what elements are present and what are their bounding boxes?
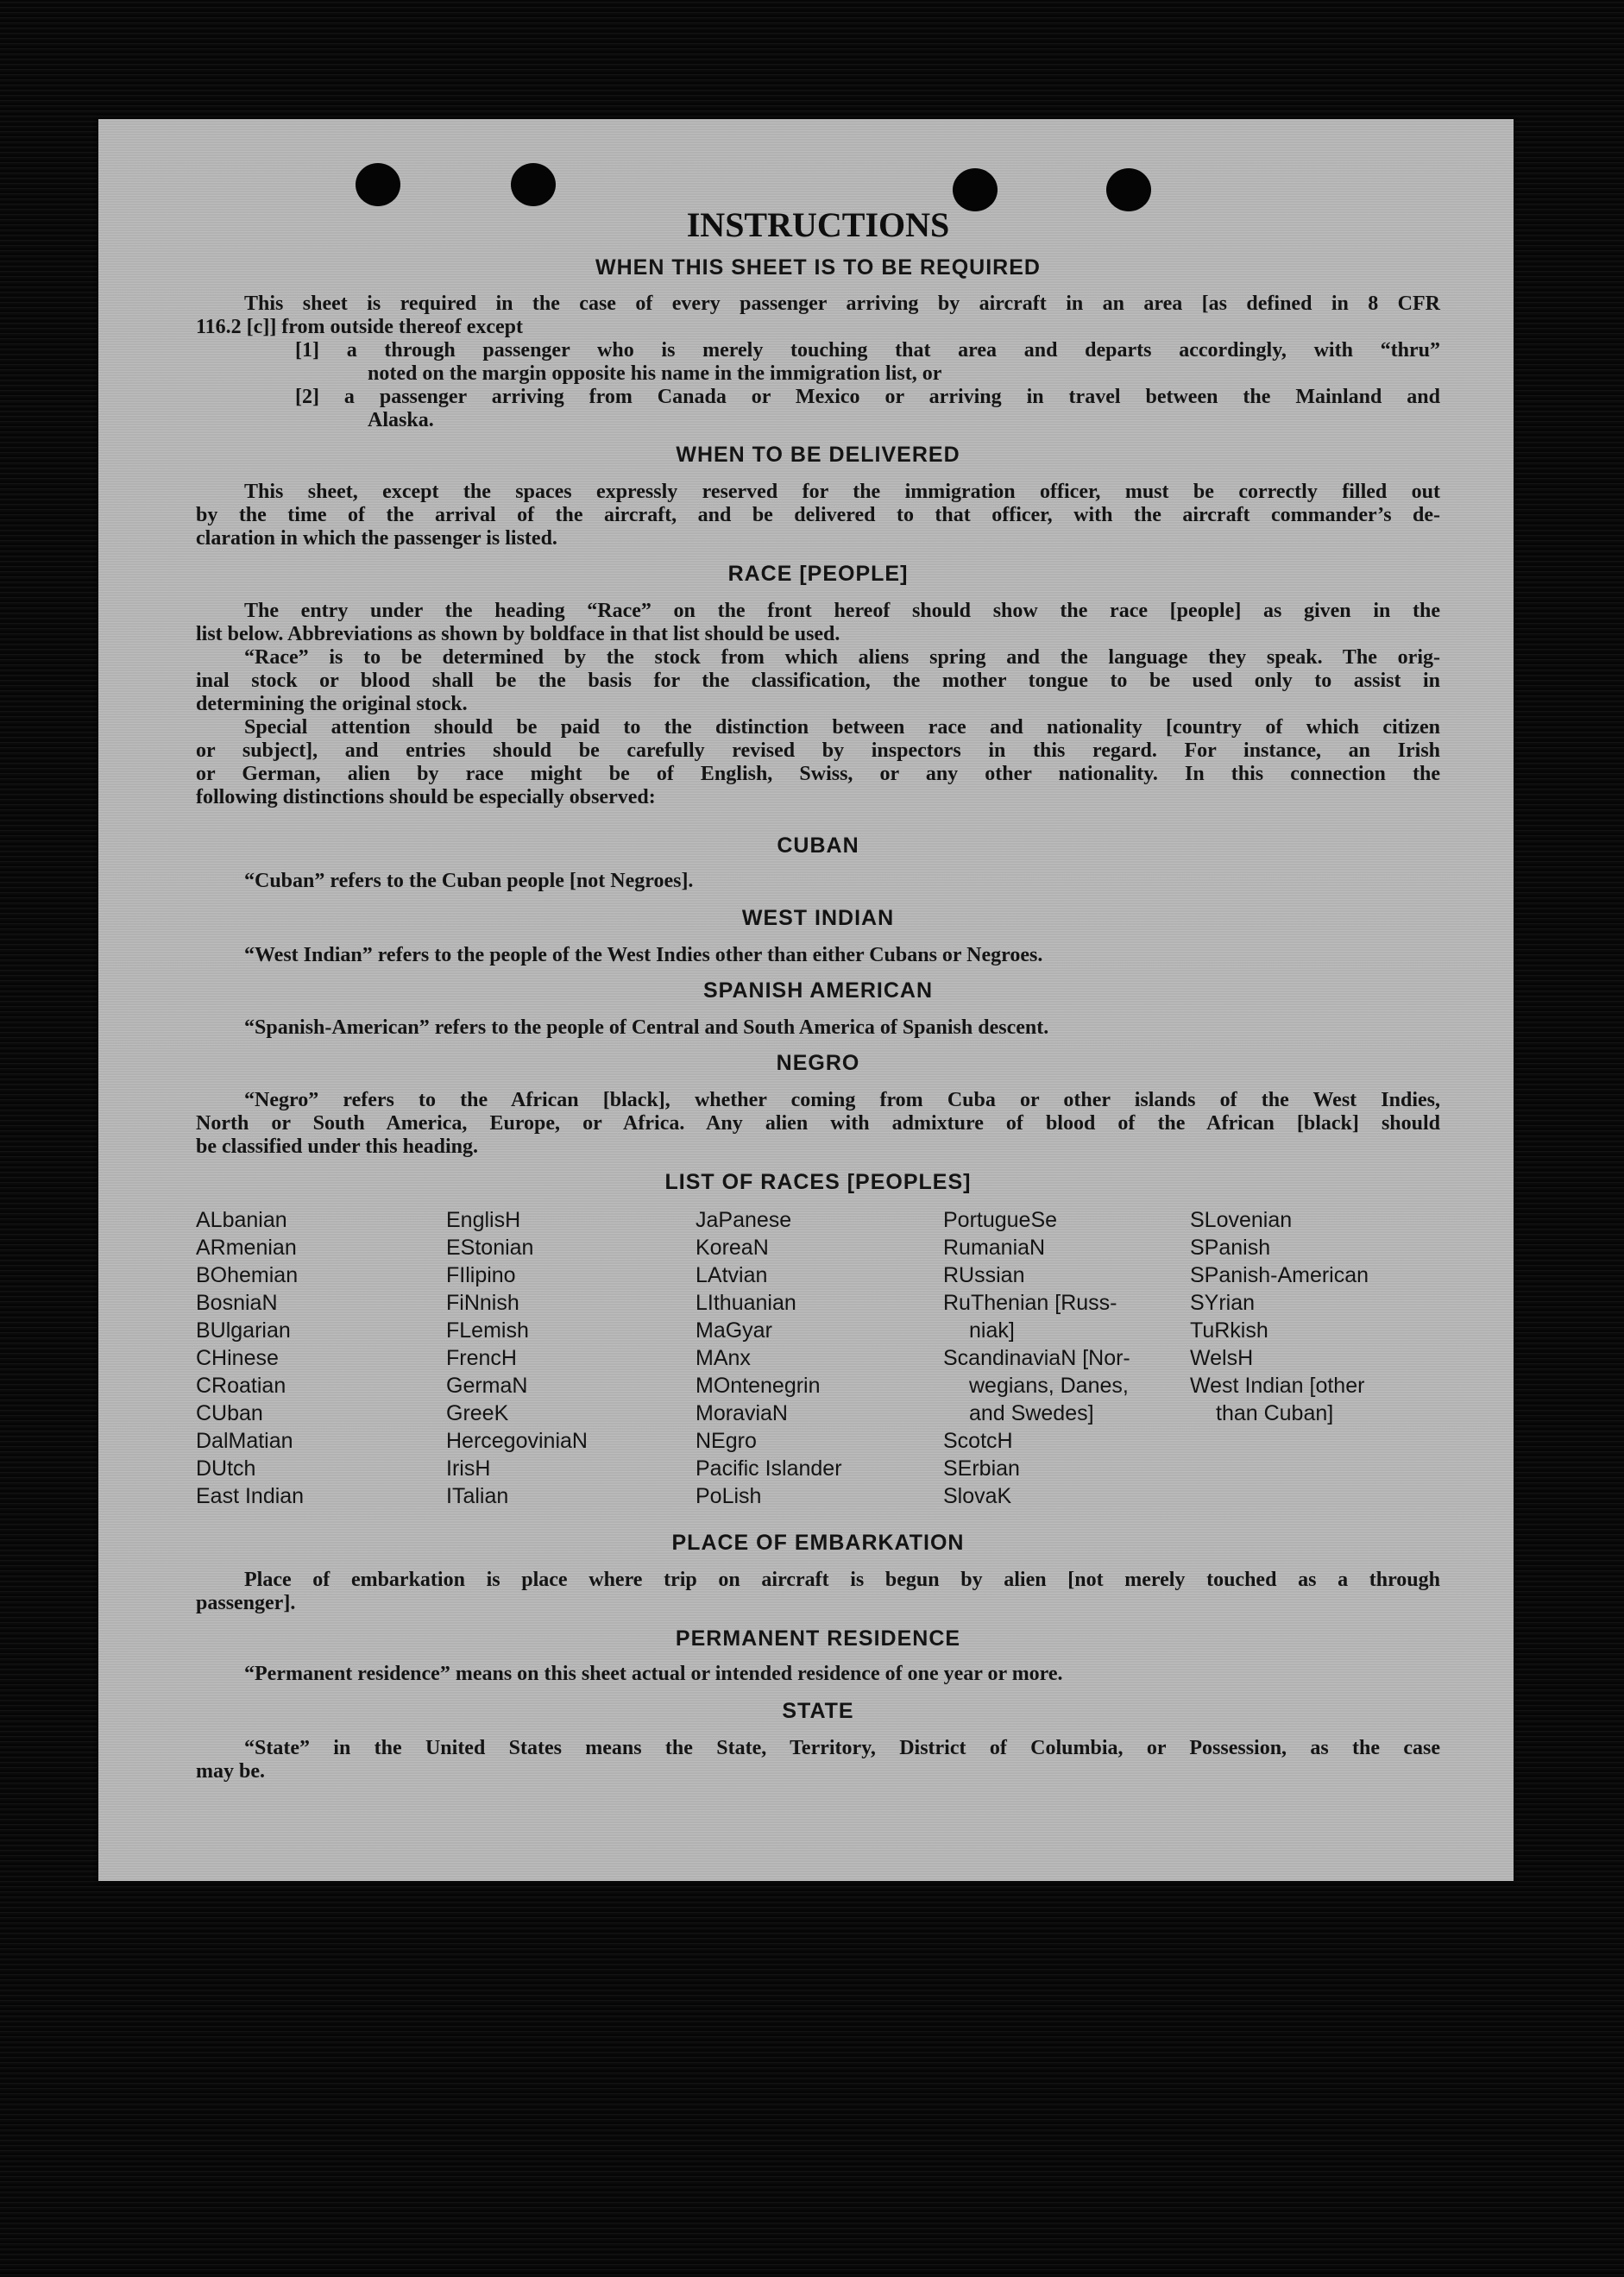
text-line: This sheet is required in the case of every passenger arriving by aircraft in an area [as defined in 8 CFR: [244, 292, 1440, 315]
text-line: be classified under this heading.: [196, 1135, 478, 1158]
race-entry-text: RUssian: [943, 1263, 1025, 1287]
race-entry-text: and Swedes]: [969, 1401, 1094, 1425]
punch-hole: [356, 163, 400, 206]
heading-place-of-embarkation: PLACE OF EMBARKATION: [671, 1531, 965, 1555]
race-entry-text: BOhemian: [196, 1263, 299, 1287]
race-entry: [196, 1344, 304, 1372]
race-entry: [696, 1372, 842, 1400]
race-entry-text: SErbian: [943, 1456, 1020, 1481]
race-entry-text: LIthuanian: [696, 1291, 796, 1315]
race-entry: [196, 1261, 304, 1289]
paragraph-embarkation: [196, 1569, 1440, 1615]
race-entry: [196, 1234, 304, 1261]
race-entry-text: West Indian [other: [1190, 1374, 1365, 1398]
paragraph-spanish-american: [196, 1016, 1440, 1040]
race-entry-text: GreeK: [446, 1401, 509, 1425]
race-entry: [196, 1289, 304, 1317]
race-entry-text: SLovenian: [1190, 1208, 1293, 1232]
race-entry-text: NEgro: [696, 1429, 757, 1453]
heading-race: RACE [PEOPLE]: [727, 562, 909, 586]
race-entry-text: FrencH: [446, 1346, 517, 1370]
race-entry-text: Pacific Islander: [696, 1456, 842, 1481]
race-entry: [196, 1482, 304, 1510]
race-entry-text: ScandinaviaN [Nor-: [943, 1346, 1130, 1370]
race-entry-text: SYrian: [1190, 1291, 1256, 1315]
race-entry: [196, 1400, 304, 1427]
race-entry: [696, 1261, 842, 1289]
race-entry: [446, 1344, 588, 1372]
text-line: may be.: [196, 1760, 265, 1783]
race-entry: [943, 1455, 1130, 1482]
text-line: The entry under the heading “Race” on the front hereof should show the race [people] as given in the: [244, 600, 1440, 622]
race-list-column: [1190, 1206, 1369, 1427]
race-list-column: [446, 1206, 588, 1510]
race-entry-text: niak]: [969, 1318, 1015, 1343]
race-entry: [696, 1234, 842, 1261]
race-entry-text: FLemish: [446, 1318, 529, 1343]
race-entry-text: IrisH: [446, 1456, 491, 1481]
heading-cuban: CUBAN: [777, 833, 859, 858]
text-line: 116.2 [c]] from outside thereof except: [196, 316, 524, 338]
text-line: “Race” is to be determined by the stock from which aliens spring and the language they speak. The orig-: [244, 646, 1440, 669]
race-entry: [446, 1317, 588, 1344]
race-entry-text: PoLish: [696, 1484, 762, 1508]
race-entry-text: HercegoviniaN: [446, 1429, 588, 1453]
race-entry: [696, 1317, 842, 1344]
race-entry: [446, 1400, 588, 1427]
text-line: Place of embarkation is place where trip on aircraft is begun by alien [not merely touched as a through: [244, 1569, 1440, 1591]
race-entry: [196, 1206, 304, 1234]
race-entry: [696, 1400, 842, 1427]
race-entry: [196, 1455, 304, 1482]
exception-item-2: [295, 386, 1440, 432]
paragraph-required-intro: [196, 292, 1440, 339]
race-entry: [1190, 1261, 1369, 1289]
race-entry: [446, 1261, 588, 1289]
punch-hole: [1106, 168, 1151, 211]
race-entry: [1190, 1344, 1369, 1372]
race-entry-text: SPanish-American: [1190, 1263, 1369, 1287]
race-entry-text: KoreaN: [696, 1236, 769, 1260]
race-entry-text: FIlipino: [446, 1263, 516, 1287]
race-entry: [196, 1427, 304, 1455]
text-line: “State” in the United States means the State, Territory, District of Columbia, or Possession, as the case: [244, 1737, 1440, 1759]
page-title: INSTRUCTIONS: [686, 205, 950, 244]
paragraph-cuban: [196, 870, 1440, 893]
paragraph-race-1: [196, 600, 1440, 646]
race-entry-text: ScotcH: [943, 1429, 1013, 1453]
race-entry: [696, 1455, 842, 1482]
paragraph-race-2: [196, 646, 1440, 716]
paragraph-residence: [196, 1663, 1440, 1686]
race-entry-text: CHinese: [196, 1346, 279, 1370]
heading-state: STATE: [782, 1699, 854, 1723]
text-line: [2] a passenger arriving from Canada or Mexico or arriving in travel between the Mainland and: [295, 386, 1440, 408]
race-entry-text: MOntenegrin: [696, 1374, 821, 1398]
exception-item-1: [295, 339, 1440, 386]
race-entry-text: ITalian: [446, 1484, 509, 1508]
punch-hole: [953, 168, 998, 211]
text-line: “West Indian” refers to the people of the West Indies other than either Cubans or Negroes.: [244, 944, 1043, 966]
paragraph-negro: [196, 1089, 1440, 1159]
race-entry-text: than Cuban]: [1216, 1401, 1334, 1425]
race-entry: [696, 1289, 842, 1317]
race-entry: [446, 1234, 588, 1261]
text-line: claration in which the passenger is listed.: [196, 527, 557, 550]
text-line: This sheet, except the spaces expressly reserved for the immigration officer, must be correctly filled out: [244, 481, 1440, 503]
race-entry-text: SPanish: [1190, 1236, 1271, 1260]
heading-negro: NEGRO: [776, 1051, 860, 1075]
heading-west-indian: WEST INDIAN: [741, 906, 895, 930]
text-line: North or South America, Europe, or Africa. Any alien with admixture of blood of the African [black] should: [196, 1112, 1440, 1135]
race-entry: [696, 1482, 842, 1510]
race-entry-text: ALbanian: [196, 1208, 287, 1232]
text-line: or subject], and entries should be carefully revised by inspectors in this regard. For instance, an Irish: [196, 739, 1440, 762]
race-entry: [196, 1317, 304, 1344]
race-entry-text: EStonian: [446, 1236, 534, 1260]
race-list-column: [696, 1206, 842, 1510]
paragraph-race-3: [196, 716, 1440, 809]
race-entry-text: CRoatian: [196, 1374, 286, 1398]
race-entry: [696, 1344, 842, 1372]
race-entry-text: EnglisH: [446, 1208, 521, 1232]
text-line: “Spanish-American” refers to the people of Central and South America of Spanish descent.: [244, 1016, 1049, 1039]
text-line: Special attention should be paid to the distinction between race and nationality [country of which citizen: [244, 716, 1440, 739]
race-entry: [446, 1427, 588, 1455]
race-entry: [446, 1455, 588, 1482]
race-entry: [1190, 1289, 1369, 1317]
race-entry-text: ARmenian: [196, 1236, 297, 1260]
text-line: following distinctions should be especially observed:: [196, 786, 656, 808]
text-line: list below. Abbreviations as shown by boldface in that list should be used.: [196, 623, 840, 645]
paragraph-state: [196, 1737, 1440, 1783]
text-line: determining the original stock.: [196, 693, 468, 715]
race-entry-text: RumaniaN: [943, 1236, 1046, 1260]
text-line: by the time of the arrival of the aircraft, and be delivered to that officer, with the aircraft commander’s de-: [196, 504, 1440, 526]
race-entry: [943, 1289, 1130, 1344]
race-entry: [1190, 1234, 1369, 1261]
race-list-column: [943, 1206, 1130, 1510]
text-line: Alaska.: [368, 409, 434, 431]
text-line: noted on the margin opposite his name in the immigration list, or: [368, 362, 942, 385]
race-entry: [943, 1261, 1130, 1289]
race-entry-text: MAnx: [696, 1346, 751, 1370]
race-entry: [446, 1372, 588, 1400]
race-entry-text: BUlgarian: [196, 1318, 291, 1343]
heading-when-required: WHEN THIS SHEET IS TO BE REQUIRED: [595, 255, 1041, 280]
race-entry-text: SlovaK: [943, 1484, 1012, 1508]
paragraph-west-indian: [196, 944, 1440, 967]
text-line: “Negro” refers to the African [black], whether coming from Cuba or other islands of the West Indies,: [244, 1089, 1440, 1111]
race-entry: [943, 1344, 1130, 1427]
race-entry-text: CUban: [196, 1401, 263, 1425]
race-entry-text: LAtvian: [696, 1263, 768, 1287]
race-entry-text: PortugueSe: [943, 1208, 1058, 1232]
race-entry-text: RuThenian [Russ-: [943, 1291, 1117, 1315]
heading-permanent-residence: PERMANENT RESIDENCE: [675, 1626, 961, 1651]
race-entry: [1190, 1317, 1369, 1344]
race-entry: [446, 1482, 588, 1510]
race-entry-text: East Indian: [196, 1484, 305, 1508]
race-entry-text: DUtch: [196, 1456, 256, 1481]
heading-when-delivered: WHEN TO BE DELIVERED: [676, 443, 960, 467]
race-entry: [196, 1372, 304, 1400]
race-entry-text: MaGyar: [696, 1318, 772, 1343]
race-entry-text: JaPanese: [696, 1208, 792, 1232]
race-entry: [943, 1234, 1130, 1261]
instruction-sheet: [98, 119, 1514, 1881]
race-entry: [943, 1482, 1130, 1510]
race-entry-text: TuRkish: [1190, 1318, 1268, 1343]
heading-list-of-races: LIST OF RACES [PEOPLES]: [664, 1170, 972, 1194]
race-entry-text: MoraviaN: [696, 1401, 788, 1425]
text-line: or German, alien by race might be of English, Swiss, or any other nationality. In this connection the: [196, 763, 1440, 785]
race-entry: [1190, 1372, 1369, 1427]
race-entry-text: BosniaN: [196, 1291, 278, 1315]
race-entry-text: GermaN: [446, 1374, 528, 1398]
text-line: inal stock or blood shall be the basis for the classification, the mother tongue to be used only to assist in: [196, 670, 1440, 692]
text-line: “Cuban” refers to the Cuban people [not Negroes].: [244, 870, 694, 892]
text-line: passenger].: [196, 1592, 296, 1614]
race-entry: [696, 1206, 842, 1234]
race-entry: [943, 1206, 1130, 1234]
text-line: “Permanent residence” means on this sheet actual or intended residence of one year or more.: [244, 1663, 1063, 1685]
race-entry: [1190, 1206, 1369, 1234]
race-entry: [696, 1427, 842, 1455]
race-entry-text: DalMatian: [196, 1429, 293, 1453]
text-line: [1] a through passenger who is merely touching that area and departs accordingly, with “thru”: [295, 339, 1440, 362]
paragraph-delivered: [196, 481, 1440, 550]
heading-spanish-american: SPANISH AMERICAN: [702, 978, 933, 1003]
race-entry-text: wegians, Danes,: [969, 1374, 1129, 1398]
race-entry: [446, 1206, 588, 1234]
race-entry-text: FiNnish: [446, 1291, 519, 1315]
race-list-column: [196, 1206, 304, 1510]
punch-hole: [511, 163, 556, 206]
race-entry-text: WelsH: [1190, 1346, 1254, 1370]
race-entry: [446, 1289, 588, 1317]
race-entry: [943, 1427, 1130, 1455]
